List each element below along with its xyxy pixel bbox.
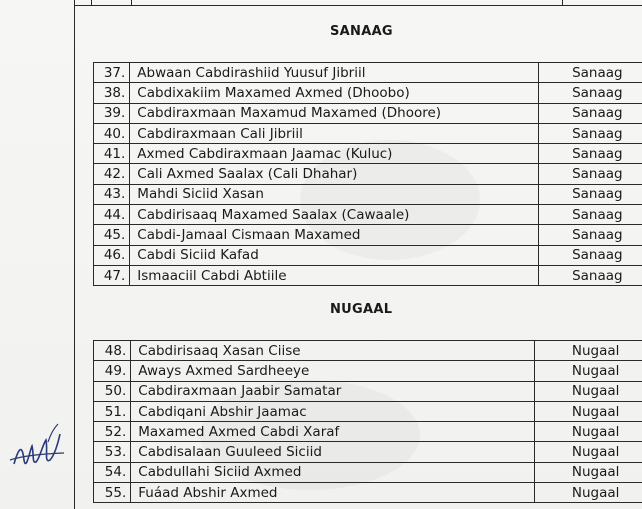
region-name: Nugaal — [535, 462, 642, 482]
row-number: 55. — [94, 483, 131, 503]
region-name: Sanaag — [538, 103, 642, 123]
member-name: Cabdixakiim Maxamed Axmed (Dhoobo) — [130, 83, 538, 103]
member-name: Aways Axmed Sardheeye — [131, 361, 535, 381]
row-number: 37. — [94, 63, 130, 83]
table-row — [94, 381, 642, 401]
sanaag-members-table — [93, 62, 642, 286]
row-number: 51. — [94, 401, 131, 421]
table-row — [94, 83, 642, 103]
table-row — [94, 205, 642, 225]
row-number: 50. — [94, 381, 131, 401]
row-number: 39. — [94, 103, 130, 123]
region-name: Sanaag — [538, 164, 642, 184]
table-row — [94, 63, 642, 83]
row-number: 47. — [94, 265, 130, 285]
region-name: Nugaal — [535, 361, 642, 381]
member-name: Cali Axmed Saalax (Cali Dhahar) — [130, 164, 538, 184]
table-row — [94, 103, 642, 123]
row-number: 48. — [94, 341, 131, 361]
region-name: Nugaal — [535, 442, 642, 462]
section-heading-sanaag: SANAAG — [330, 24, 393, 39]
region-name: Sanaag — [538, 205, 642, 225]
member-name: Cabdiraxmaan Jaabir Samatar — [131, 381, 535, 401]
table-row — [94, 483, 642, 503]
row-number: 38. — [94, 83, 130, 103]
row-number: 52. — [94, 422, 131, 442]
row-number: 53. — [94, 442, 131, 462]
member-name: Abwaan Cabdirashiid Yuusuf Jibriil — [130, 63, 538, 83]
member-name: Cabdirisaaq Maxamed Saalax (Cawaale) — [130, 205, 538, 225]
table-row — [94, 245, 642, 265]
table-row — [94, 401, 642, 421]
region-name: Nugaal — [535, 483, 642, 503]
table-row — [94, 462, 642, 482]
member-name: Fuáad Abshir Axmed — [131, 483, 535, 503]
table-row — [94, 225, 642, 245]
document-left-border — [74, 0, 75, 509]
row-number: 46. — [94, 245, 130, 265]
table-row — [94, 184, 642, 204]
nugaal-members-table — [93, 340, 642, 503]
region-name: Nugaal — [535, 401, 642, 421]
row-number: 40. — [94, 123, 130, 143]
previous-table-bottom — [74, 0, 642, 6]
region-name: Sanaag — [538, 63, 642, 83]
member-name: Cabdisalaan Guuleed Siciid — [131, 442, 535, 462]
member-name: Cabdullahi Siciid Axmed — [131, 462, 535, 482]
table-row — [94, 361, 642, 381]
region-name: Sanaag — [538, 265, 642, 285]
row-number: 43. — [94, 184, 130, 204]
region-name: Sanaag — [538, 225, 642, 245]
region-name: Nugaal — [535, 422, 642, 442]
member-name: Ismaaciil Cabdi Abtiile — [130, 265, 538, 285]
member-name: Axmed Cabdiraxmaan Jaamac (Kuluc) — [130, 144, 538, 164]
member-name: Maxamed Axmed Cabdi Xaraf — [131, 422, 535, 442]
table-row — [94, 442, 642, 462]
member-name: Mahdi Siciid Xasan — [130, 184, 538, 204]
row-number: 41. — [94, 144, 130, 164]
member-name: Cabdiqani Abshir Jaamac — [131, 401, 535, 421]
table-row — [94, 164, 642, 184]
member-name: Cabdi Siciid Kafad — [130, 245, 538, 265]
row-number: 49. — [94, 361, 131, 381]
region-name: Sanaag — [538, 184, 642, 204]
row-number: 44. — [94, 205, 130, 225]
member-name: Cabdiraxmaan Maxamud Maxamed (Dhoore) — [130, 103, 538, 123]
region-name: Nugaal — [535, 381, 642, 401]
table-row — [94, 341, 642, 361]
table-row — [94, 123, 642, 143]
row-number: 45. — [94, 225, 130, 245]
region-name: Sanaag — [538, 245, 642, 265]
handwritten-signature — [8, 420, 68, 480]
section-heading-nugaal: NUGAAL — [330, 302, 393, 317]
region-name: Sanaag — [538, 144, 642, 164]
member-name: Cabdirisaaq Xasan Ciise — [131, 341, 535, 361]
row-number: 42. — [94, 164, 130, 184]
region-name: Nugaal — [535, 341, 642, 361]
region-name: Sanaag — [538, 83, 642, 103]
region-name: Sanaag — [538, 123, 642, 143]
member-name: Cabdiraxmaan Cali Jibriil — [130, 123, 538, 143]
row-number: 54. — [94, 462, 131, 482]
table-row — [94, 422, 642, 442]
member-name: Cabdi-Jamaal Cismaan Maxamed — [130, 225, 538, 245]
table-row — [94, 144, 642, 164]
table-row — [94, 265, 642, 285]
